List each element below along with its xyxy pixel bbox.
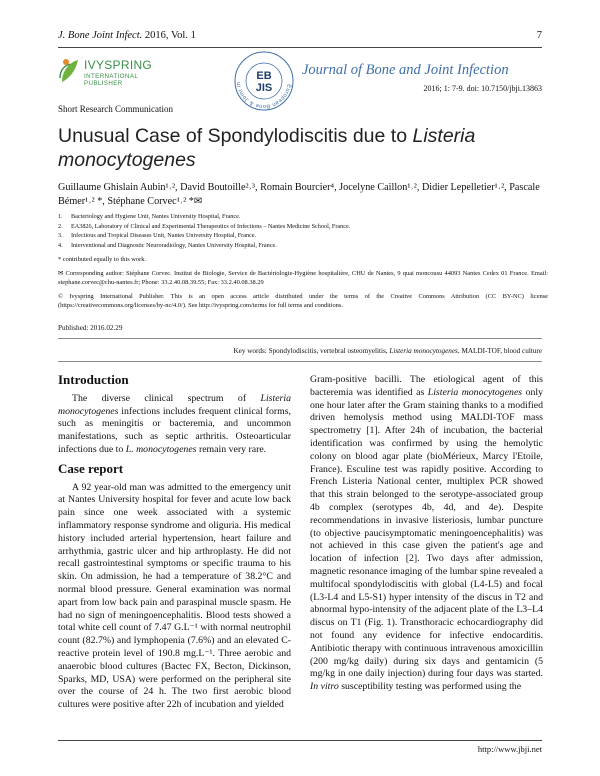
affiliation [58,212,548,222]
affiliation-list [58,212,548,250]
affiliation-text: Interventional and Diagnostic Neuroradiology, Nantes University Hospital, France. [71,241,277,249]
keywords-italic: Listeria monocytogenes [389,347,458,355]
corresponding-author: ✉ Corresponding author: Stéphane Corvec. Institut de Biologie, Service de Bactériologie-Hygiène hospitalière, CHU de Nantes, 9 quai moncousu 44093 Nantes Cedex 01 France. Email: stephane.corvec@chu-nantes.fr; Phone: 33.2.40.08.39.55; Fax: 33.2.40.08.38.29 [58,270,548,286]
keywords [233,347,542,355]
affiliation-text: Infectious and Tropical Diseases Unit, Nantes University Hospital, France. [71,232,257,240]
journal-name: Journal of Bone and Joint Infection [302,62,509,78]
case-report-paragraph: A 92 year-old man was admitted to the emergency unit at Nantes University hospital for fever and acute low back pain since one week associated with a systemic inflammatory response syndrome and oliguria. His medical history included arterial hypertension, heart failure and arrhythmia, gastric ulcer and hip arthroplasty. He did not recall gastrointestinal symptoms or specific trauma to his skin. On admission, he had a temperature of 38.2°C and normal blood pressure. General examination was normal apart from low back pain and paraspinal muscle spasm. He had no sign of meningoencephalitis. Blood tests showed a total white cell count of 7.47 G.L⁻¹ with normal neutrophil count (82.7%) and lymphopenia (7.6%) and an elevated C-reactive protein level of 190.8 mg.L⁻¹. Three aerobic and anaerobic blood cultures (Bactec FX, Becton, Dickinson, Sparks, MD, USA) were performed on the peripheral site over the course of 24 h. The two first aerobic blood cultures were positive after 22h of incubation and yielded [58,481,291,711]
affiliation [58,231,548,241]
left-column [58,374,291,712]
affiliation-number: 2. [58,222,63,230]
ivyspring-leaf-icon [58,56,82,86]
title-italic: Listeria monocytogenes [58,125,476,171]
svg-text:JIS: JIS [255,82,273,94]
keywords-post: , MALDI-TOF, blood culture [457,347,542,355]
body-text: only one hour later after the Gram staining thanks to a modified driven hemolysis method using MALDI-TOF mass spectrometry [1]. After 24h of incubation, the bacterial identification was confirmed by using the hemolytic colony on blood agar plate (bioMérieux, Marcy l'Etoile, France). Esculine test was rapidly positive. According to French Listeria National center, multiplex PCR showed that this strain belonged to the serotype-associated group 4b complex (serotypes 4b, 4d, and 4e). Despite recommendations in invasive listeriosis, lumbar puncture (to objective paucisymptomatic meningoencephalitis) was not achieved in this case given the patient's age and location of infection [2]. Two days after admission, magnetic resonance imaging of the lumbar spine revealed a multifocal spondylodiscitis with global (L4-L5) and focal (L3-L4 and L5-S1) hyper intensity of the discus in T2 and abnormal hypo-intensity of the adjacent plate of the L3–L4 discus on T1 (Fig. 1). Transthoracic echocardiography did not found any evidence for infective endocarditis. Antibiotic therapy with continuous intravenous amoxicillin (200 mg/kg daily) during six days and gentamicin (5 mg/kg in one daily injection) during four days was started. [310,386,543,680]
ebjis-seal-graphic [233,50,295,112]
body-italic: Listeria monocytogenes [427,386,523,398]
article-title [58,124,548,172]
intro-text: infections includes frequent clinical forms, such as meningitis or bacteremia, and uncommon manifestations, such as septic arthritis. Osteoarticular infections due to [58,405,291,455]
author-list: Guillaume Ghislain Aubin¹˒², David Boutoille²˒³, Romain Bourcier⁴, Jocelyne Caillon¹˒², Didier Lepelletier¹˒², Pascale Bémer¹˒² *, Stéphane Corvec¹˒² *✉ [58,182,540,207]
keywords-bottom-rule [58,361,542,362]
intro-text: remain very rare. [196,443,267,455]
ebjis-seal [233,50,295,112]
title-main: Unusual Case of Spondylodiscitis due to [58,125,413,147]
affiliation [58,241,548,251]
body-italic: In vitro [310,681,339,693]
intro-italic: L. monocytogenes [125,443,197,455]
publisher-sub: INTERNATIONAL PUBLISHER [84,73,139,87]
equal-contribution-note: * contributed equally to this work. [58,256,147,263]
published-date: Published: 2016.02.29 [58,324,123,332]
right-column [310,374,543,694]
keywords-top-rule [58,338,542,339]
intro-italic: Listeria monocytogenes [58,392,291,417]
journal-abbrev: J. Bone Joint Infect. [58,30,143,41]
affiliation-number: 1. [58,213,63,220]
publisher-logo [58,56,168,90]
footer-rule [58,740,542,741]
running-header-journal [58,30,196,41]
intro-text: The diverse clinical spectrum of [72,392,261,404]
svg-text:EB: EB [256,70,272,82]
case-report-heading: Case report [58,460,124,476]
introduction-paragraph [58,393,291,457]
citation: 2016; 1: 7-9. doi: 10.7150/jbji.13863 [423,84,542,93]
affiliation-number: 4. [58,241,63,249]
year-volume: 2016, Vol. 1 [144,30,196,41]
affiliation-text: Bacteriology and Hygiene Unit, Nantes University Hospital, France. [71,213,241,220]
case-report-continuation [310,374,543,694]
license-statement: © Ivyspring International Publisher. This is an open access article distributed under the terms of the Creative Commons Attribution (CC BY-NC) license (https://creativecommons.org/licenses/by-nc/4.0/). See http://ivyspring.com/terms for full terms and conditions. [58,293,548,309]
affiliation [58,222,548,232]
page-number: 7 [536,30,542,41]
footer-url[interactable]: http://www.jbji.net [477,744,542,754]
keywords-pre: Key words: Spondylodiscitis, vertebral osteomyelitis, [233,347,390,355]
affiliation-text: EA3826, Laboratory of Clinical and Experimental Therapeutics of Infections – Nantes Medicine School, France. [71,222,351,230]
publisher-brand: IVYSPRING [84,58,153,72]
body-text: Gram-positive bacilli. The etiological agent of this bacteremia was identified as [310,374,543,398]
body-text: susceptibility testing was performed using the [338,681,522,693]
svg-text:European Bone & Joint Infectio: European Bone & Joint In [235,81,292,110]
header-rule [58,47,542,48]
introduction-heading: Introduction [58,372,129,387]
section-type: Short Research Communication [58,104,173,114]
affiliation-number: 3. [58,232,63,240]
